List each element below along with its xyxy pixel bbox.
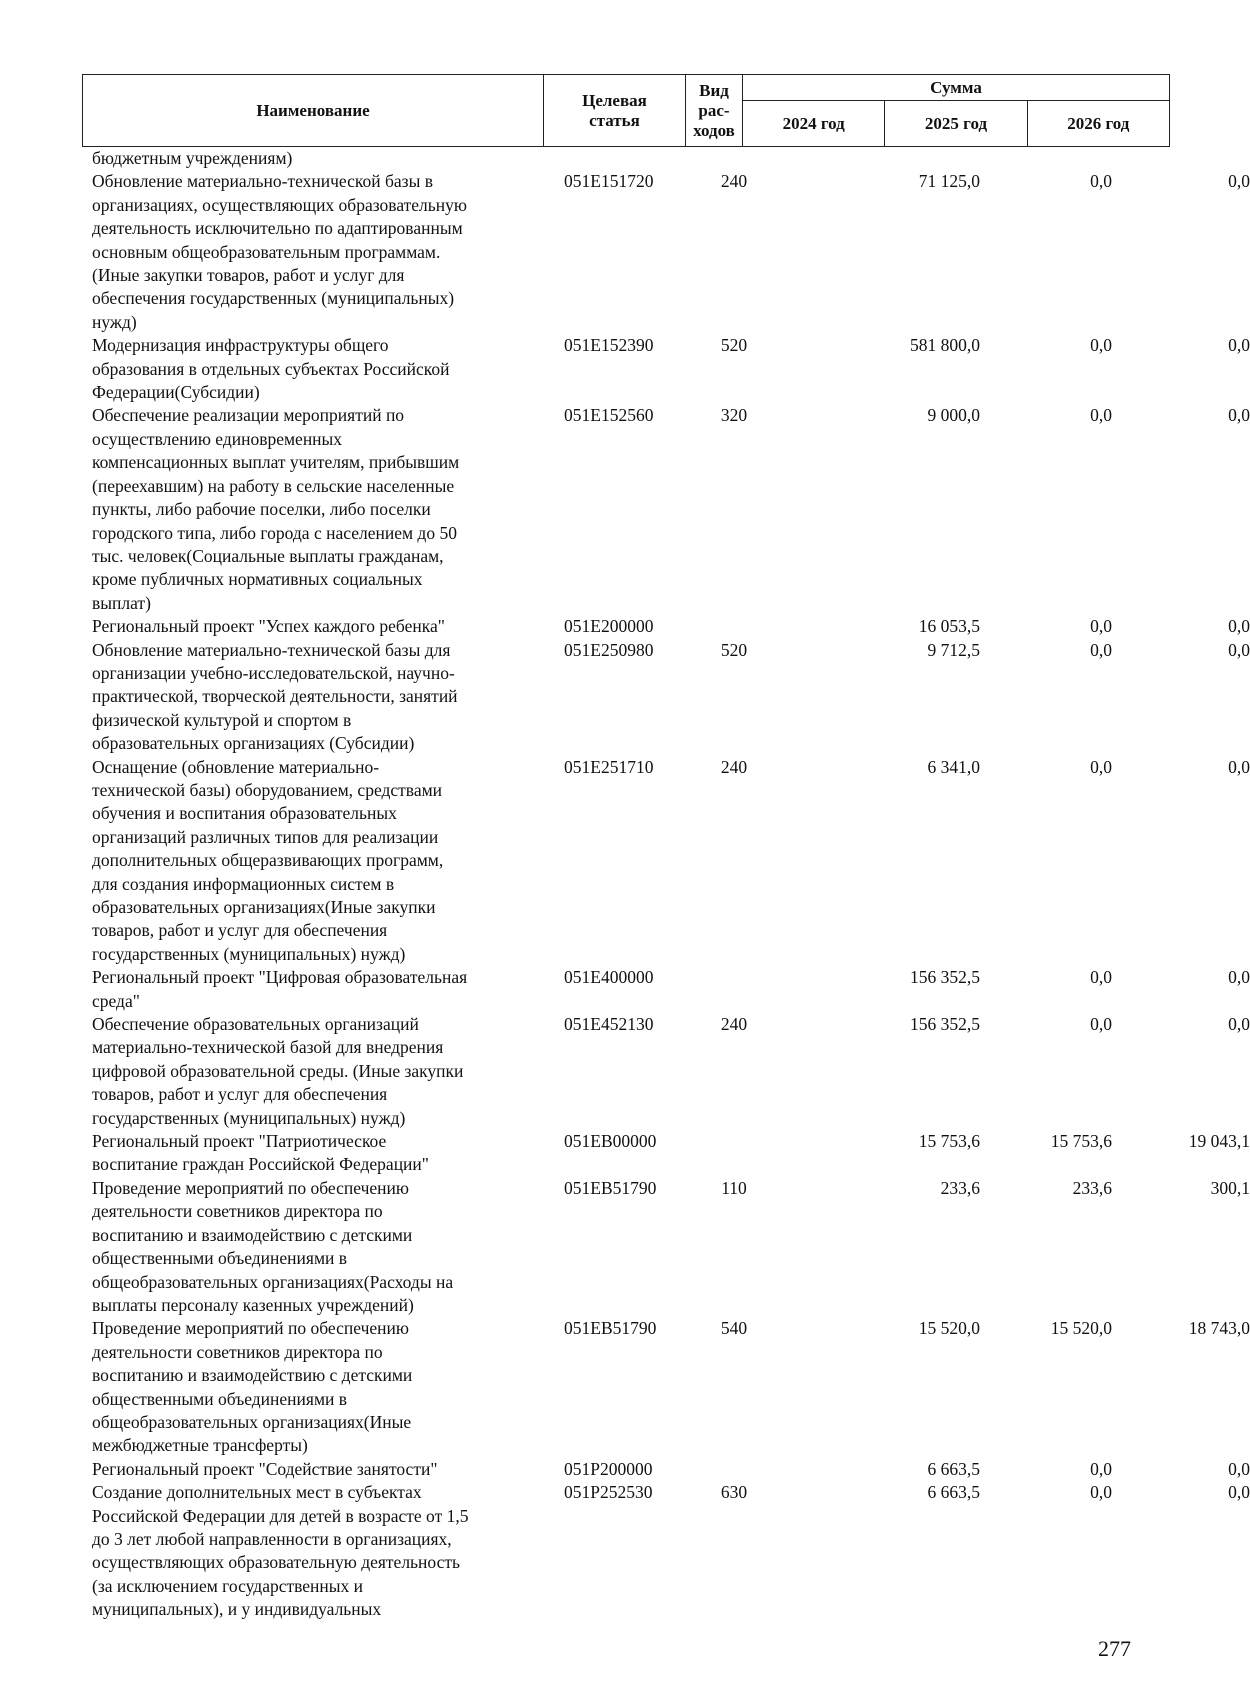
row-name: Региональный проект "Цифровая образовательная среда": [92, 967, 468, 1011]
row-sum-2024: 9 000,0: [927, 405, 980, 426]
table-row: [92, 1481, 1250, 1621]
row-article: 051P200000: [564, 1458, 653, 1479]
row-article: 051E250980: [564, 639, 654, 660]
row-vid: 240: [720, 756, 748, 777]
row-sum-2025: 233,6: [1072, 1177, 1112, 1198]
row-vid: 240: [720, 171, 748, 192]
row-article: 051E152390: [564, 335, 654, 356]
header-year-2026: 2026 год: [1027, 101, 1169, 147]
header-sum: Сумма: [743, 75, 1170, 101]
table-row: [92, 1458, 1250, 1481]
row-name: Проведение мероприятий по обеспечению деятельности советников директора по воспитанию и взаимодействию с детскими общественными объединениями в общеобразовательных организациях(Расходы на выплаты персоналу казенных учреждений): [92, 1177, 454, 1315]
row-sum-2024: 9 712,5: [927, 639, 980, 660]
row-article: 051E251710: [564, 756, 654, 777]
row-sum-2024: 6 663,5: [927, 1458, 980, 1479]
row-article: 051EB51790: [564, 1318, 657, 1339]
row-name: Региональный проект "Содействие занятости": [92, 1458, 438, 1479]
header-vid-line3: ходов: [693, 120, 735, 140]
header-article-line1: Целевая: [582, 90, 647, 110]
row-name: Оснащение (обновление материально- технической базы) оборудованием, средствами обучения и воспитания образовательных организаций различных типов для реализации дополнительных общеразвивающих программ, для создания информационных систем в образовательных организациях(Иные закупки товаров, работ и услуг для обеспечения государственных (муниципальных) нужд): [92, 756, 444, 964]
row-vid: 540: [720, 1318, 748, 1339]
row-sum-2024: 6 663,5: [927, 1482, 980, 1503]
row-sum-2024: 156 352,5: [910, 1014, 980, 1035]
row-article: 051E152560: [564, 405, 654, 426]
header-article-line2: статья: [589, 110, 640, 130]
row-vid: 630: [720, 1482, 748, 1503]
header-vid-line2: рас-: [698, 100, 730, 120]
row-name: Проведение мероприятий по обеспечению деятельности советников директора по воспитанию и взаимодействию с детскими общественными объединениями в общеобразовательных организациях(Иные межбюджетные трансферты): [92, 1318, 413, 1456]
table-row: [92, 170, 1250, 334]
row-sum-2026: 0,0: [1228, 405, 1250, 426]
row-article: 051E400000: [564, 967, 654, 988]
row-name: Региональный проект "Успех каждого ребенка": [92, 616, 445, 637]
row-sum-2025: 15 753,6: [1050, 1131, 1112, 1152]
row-sum-2026: 18 743,0: [1188, 1318, 1250, 1339]
row-sum-2026: 300,1: [1210, 1177, 1250, 1198]
row-sum-2024: 16 053,5: [918, 616, 980, 637]
row-article: 051E452130: [564, 1014, 654, 1035]
header-name: Наименование: [83, 75, 544, 147]
table-row: [92, 1317, 1250, 1457]
page-number: 277: [1098, 1636, 1131, 1661]
row-sum-2026: 0,0: [1228, 616, 1250, 637]
row-article: 051E151720: [564, 171, 654, 192]
row-sum-2025: 0,0: [1090, 639, 1112, 660]
header-article: [544, 75, 686, 147]
header-year-2025: 2025 год: [885, 101, 1027, 147]
row-sum-2025: 0,0: [1090, 1482, 1112, 1503]
row-sum-2025: 0,0: [1090, 1014, 1112, 1035]
row-sum-2024: 581 800,0: [910, 335, 980, 356]
row-sum-2026: 0,0: [1228, 1458, 1250, 1479]
table-body: [92, 147, 1250, 1622]
row-sum-2026: 0,0: [1228, 967, 1250, 988]
table-row: [92, 1013, 1250, 1130]
row-sum-2025: 0,0: [1090, 967, 1112, 988]
row-sum-2025: 0,0: [1090, 405, 1112, 426]
table-row: [92, 966, 1250, 1013]
table-row: [92, 639, 1250, 756]
row-sum-2025: 0,0: [1090, 335, 1112, 356]
row-name: бюджетным учреждениям): [92, 148, 293, 168]
header-vid: [686, 75, 743, 147]
row-name: Обеспечение реализации мероприятий по осуществлению единовременных компенсационных выплат учителям, прибывшим (переехавшим) на работу в сельские населенные пункты, либо рабочие поселки, либо поселки городского типа, либо города с населением до 50 тыс. человек(Социальные выплаты гражданам, кроме публичных нормативных социальных выплат): [92, 405, 460, 613]
table-row: [92, 615, 1250, 638]
row-sum-2025: 15 520,0: [1050, 1318, 1112, 1339]
row-sum-2025: 0,0: [1090, 616, 1112, 637]
row-name: Обновление материально-технической базы для организации учебно-исследовательской, научно- практической, творческой деятельности, занятий физической культурой и спортом в образовательных организациях (Субсидии): [92, 639, 458, 754]
row-vid: 520: [720, 639, 748, 660]
table-header: [82, 74, 1170, 147]
row-sum-2025: 0,0: [1090, 1458, 1112, 1479]
table-row: [92, 334, 1250, 404]
row-article: 051EB51790: [564, 1177, 657, 1198]
row-name: Модернизация инфраструктуры общего образования в отдельных субъектах Российской Федерации(Субсидии): [92, 335, 450, 403]
row-vid: 110: [721, 1177, 747, 1198]
row-article: 051P252530: [564, 1482, 653, 1503]
row-sum-2024: 15 753,6: [918, 1131, 980, 1152]
row-sum-2024: 71 125,0: [918, 171, 980, 192]
row-sum-2026: 0,0: [1228, 756, 1250, 777]
table-row: [92, 1177, 1250, 1317]
table-row: [92, 1130, 1250, 1177]
header-year-2024: 2024 год: [743, 101, 885, 147]
row-sum-2026: 19 043,1: [1188, 1131, 1250, 1152]
row-name: Региональный проект "Патриотическое воспитание граждан Российской Федерации": [92, 1131, 429, 1175]
row-name: Обновление материально-технической базы в организациях, осуществляющих образовательную деятельность исключительно по адаптированным основным общеобразовательным программам. (Иные закупки товаров, работ и услуг для обеспечения государственных (муниципальных) нужд): [92, 171, 467, 332]
table-row: [92, 404, 1250, 615]
row-vid: 240: [720, 1014, 748, 1035]
row-sum-2026: 0,0: [1228, 1014, 1250, 1035]
row-name: Обеспечение образовательных организаций материально-технической базой для внедрения цифровой образовательной среды. (Иные закупки товаров, работ и услуг для обеспечения государственных (муниципальных) нужд): [92, 1014, 464, 1128]
row-sum-2024: 15 520,0: [918, 1318, 980, 1339]
row-sum-2025: 0,0: [1090, 171, 1112, 192]
row-article: 051E200000: [564, 616, 654, 637]
row-sum-2026: 0,0: [1228, 171, 1250, 192]
row-sum-2024: 233,6: [940, 1177, 980, 1198]
row-vid: 520: [720, 335, 748, 356]
row-article: 051EB00000: [564, 1131, 657, 1152]
row-sum-2026: 0,0: [1228, 335, 1250, 356]
row-sum-2025: 0,0: [1090, 756, 1112, 777]
row-sum-2024: 156 352,5: [910, 967, 980, 988]
row-sum-2026: 0,0: [1228, 1482, 1250, 1503]
row-name: Создание дополнительных мест в субъектах Российской Федерации для детей в возрасте от 1,5 до 3 лет любой направленности в организациях, осуществляющих образовательную деятельность (за исключением государственных и муниципальных), и у индивидуальных: [92, 1482, 469, 1620]
row-sum-2026: 0,0: [1228, 639, 1250, 660]
table-row: [92, 756, 1250, 967]
header-vid-line1: Вид: [699, 80, 729, 100]
row-vid: 320: [720, 405, 748, 426]
table-row: [92, 147, 1170, 170]
row-sum-2024: 6 341,0: [927, 756, 980, 777]
